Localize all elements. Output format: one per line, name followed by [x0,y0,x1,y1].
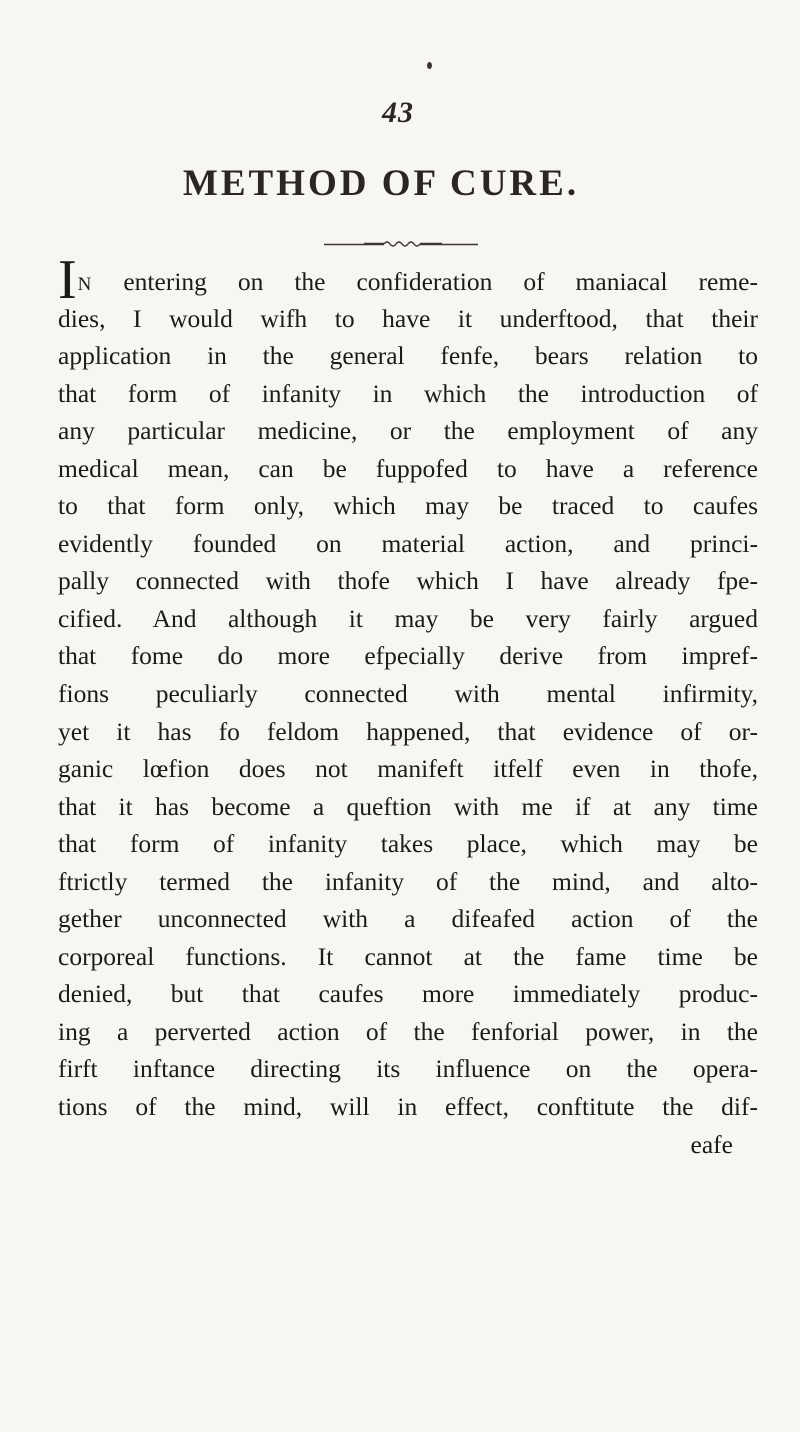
text-line: cified. And although it may be very fairly argued [58,603,758,633]
ornamental-rule [324,240,478,248]
text-line: dies, I would wifh to have it underftood, that their [58,303,758,333]
text-line: that fome do more efpecially derive from impref- [58,641,758,671]
text-line: tions of the mind, will in effect, conftitute the dif- [58,1092,758,1122]
chapter-heading-text: METHOD OF CURE. [182,163,580,204]
ink-speck [427,62,432,69]
text-line: ing a perverted action of the fenforial power, in the [58,1016,758,1046]
text-line: evidently founded on material action, and princi- [58,528,758,558]
text-line: IN entering on the confideration of maniacal reme- [58,249,758,311]
catchword: eafe [690,1129,733,1159]
text-line: that form of infanity takes place, which may be [58,829,758,859]
text-line: corporeal functions. It cannot at the fame time be [58,941,758,971]
text-line: yet it has fo feldom happened, that evidence of or- [58,716,758,746]
text-line: to that form only, which may be traced to caufes [58,491,758,521]
text-line: that form of infanity in which the introduction of [58,378,758,408]
drop-cap: I [58,249,77,311]
text-line: ftrictly termed the infanity of the mind, and alto- [58,866,758,896]
text-line: application in the general fenfe, bears relation to [58,341,758,371]
text-line: medical mean, can be fuppofed to have a reference [58,453,758,483]
small-cap: N [77,274,93,295]
page-number: 43 [382,96,414,129]
text-line: pally connected with thofe which I have already fpe- [58,566,758,596]
text-line: ganic lœfion does not manifeft itfelf even in thofe, [58,754,758,784]
body-paragraph [58,249,758,1163]
text-line: denied, but that caufes more immediately produc- [58,979,758,1009]
chapter-heading [0,162,800,205]
text-line: gether unconnected with a difeafed action of the [58,904,758,934]
text-line: fions peculiarly connected with mental infirmity, [58,679,758,709]
text-line: firft inftance directing its influence on the opera- [58,1054,758,1084]
text-line: that it has become a queftion with me if at any time [58,791,758,821]
text-line: any particular medicine, or the employment of any [58,416,758,446]
